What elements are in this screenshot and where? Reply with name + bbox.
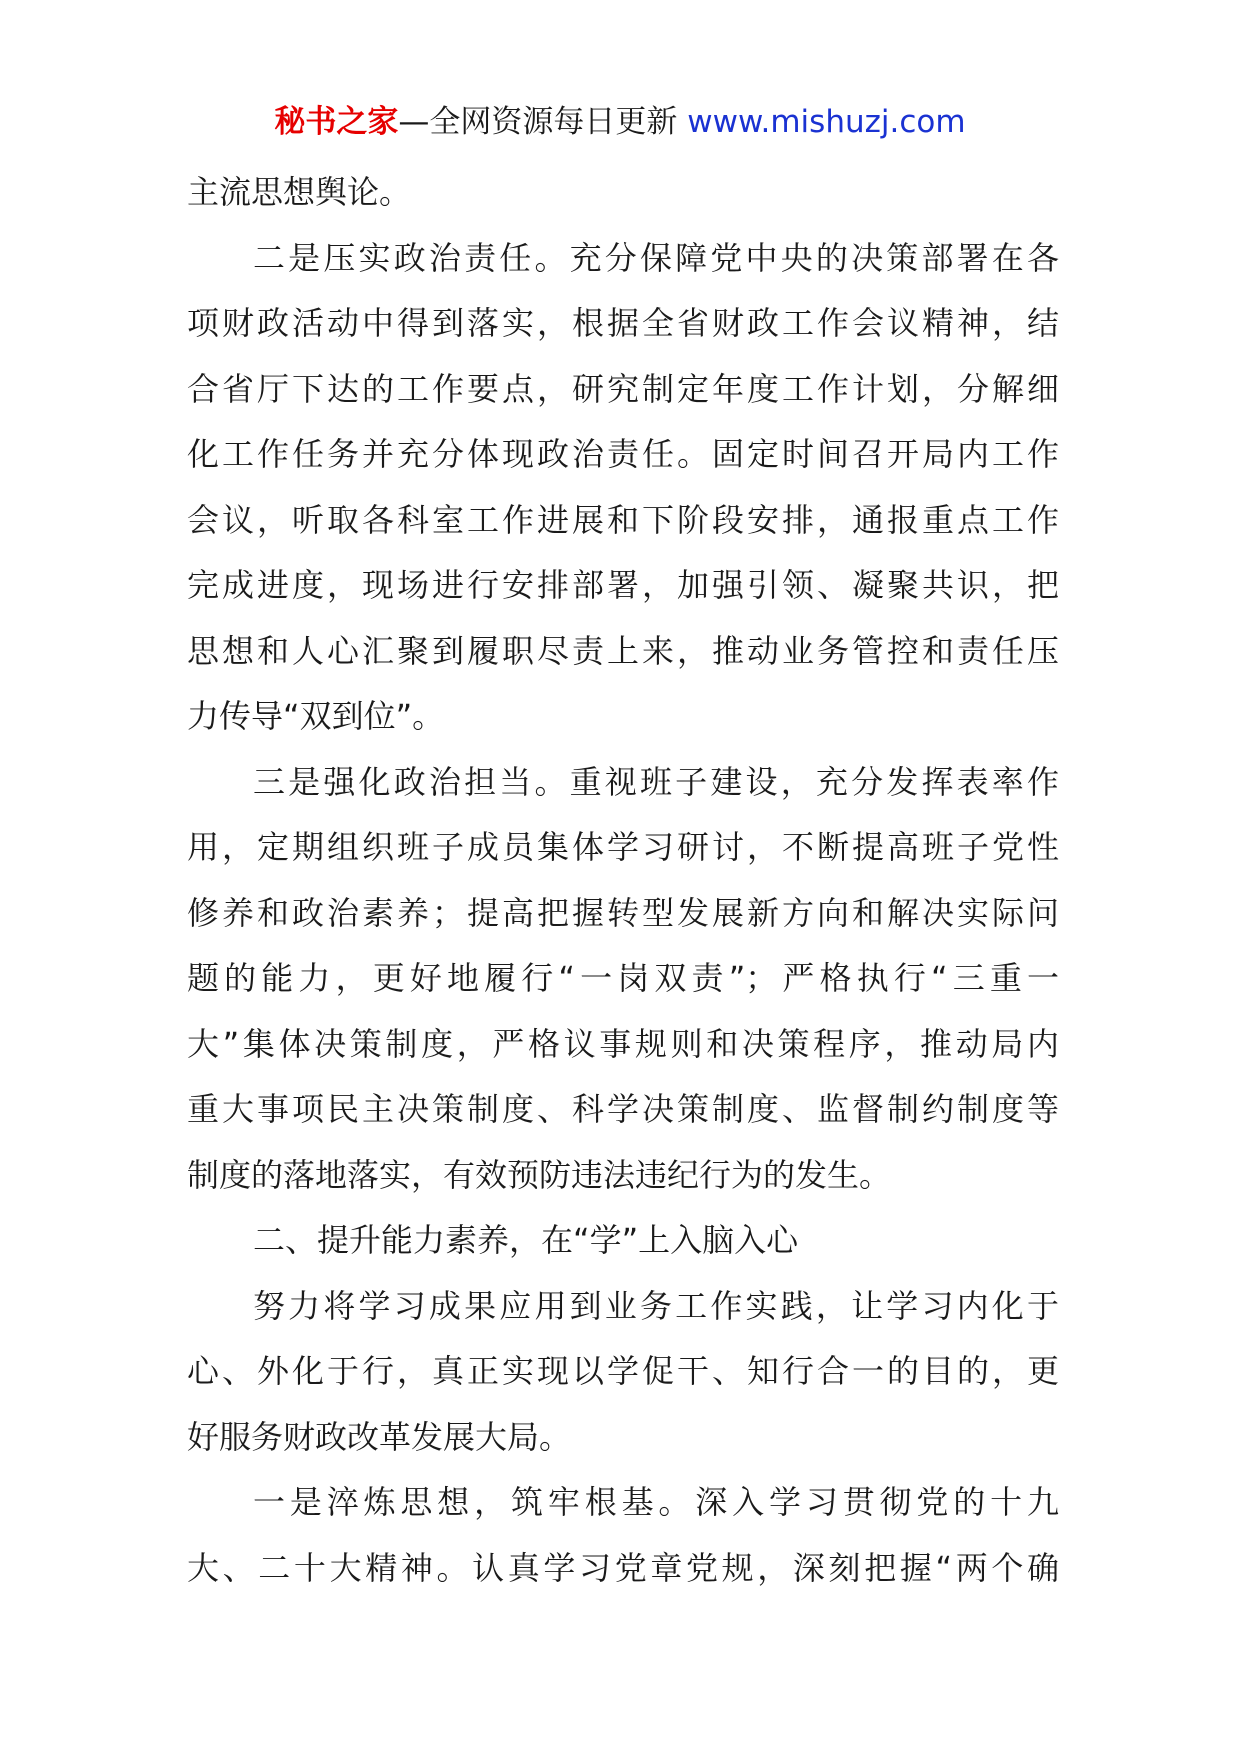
text-line: 力传导“双到位”。 [187,697,445,735]
text-line: 重大事项民主决策制度、科学决策制度、监督制约制度等 [187,1090,1059,1128]
document-body [187,170,1059,1611]
text-line: 化工作任务并充分体现政治责任。固定时间召开局内工作 [187,435,1059,473]
text-line: 好服务财政改革发展大局。 [187,1417,572,1456]
text-line: 会议，听取各科室工作进展和下阶段安排，通报重点工作 [187,500,1059,539]
paragraph-first-line: 三是强化政治担当。重视班子建设，充分发挥表率作 [253,762,1059,801]
paragraph-first-line: 二是压实政治责任。充分保障党中央的决策部署在各 [253,238,1059,277]
text-line: 用，定期组织班子成员集体学习研讨，不断提高班子党性 [187,828,1059,866]
text-line: 题的能力，更好地履行“一岗双责”；严格执行“三重一 [187,959,1059,997]
watermark-header [0,100,1240,144]
site-url: www.mishuzj.com [687,104,966,140]
text-line: 合省厅下达的工作要点，研究制定年度工作计划，分解细 [187,369,1059,408]
text-line: 大”集体决策制度，严格议事规则和决策程序，推动局内 [187,1024,1059,1063]
text-line: 修养和政治素养；提高把握转型发展新方向和解决实际问 [187,893,1059,932]
text-line: 大、二十大精神。认真学习党章党规，深刻把握“两个确 [187,1548,1059,1587]
paragraph-first-line: 努力将学习成果应用到业务工作实践，让学习内化于 [253,1286,1059,1325]
text-line: 主流思想舆论。 [187,173,412,211]
header-slogan: —全网资源每日更新 [398,104,688,140]
paragraph-first-line: 一是淬炼思想，筑牢根基。深入学习贯彻党的十九 [253,1483,1059,1521]
text-line: 制度的落地落实，有效预防违法违纪行为的发生。 [187,1155,892,1194]
text-line: 项财政活动中得到落实，根据全省财政工作会议精神，结 [187,304,1059,342]
section-heading: 二、提升能力素养，在“学”上入脑入心 [253,1221,799,1259]
brand-name: 秘书之家 [274,104,399,140]
text-line: 思想和人心汇聚到履职尽责上来，推动业务管控和责任压 [187,631,1059,670]
text-line: 完成进度，现场进行安排部署，加强引领、凝聚共识，把 [187,566,1059,604]
text-line: 心、外化于行，真正实现以学促干、知行合一的目的，更 [187,1352,1059,1390]
